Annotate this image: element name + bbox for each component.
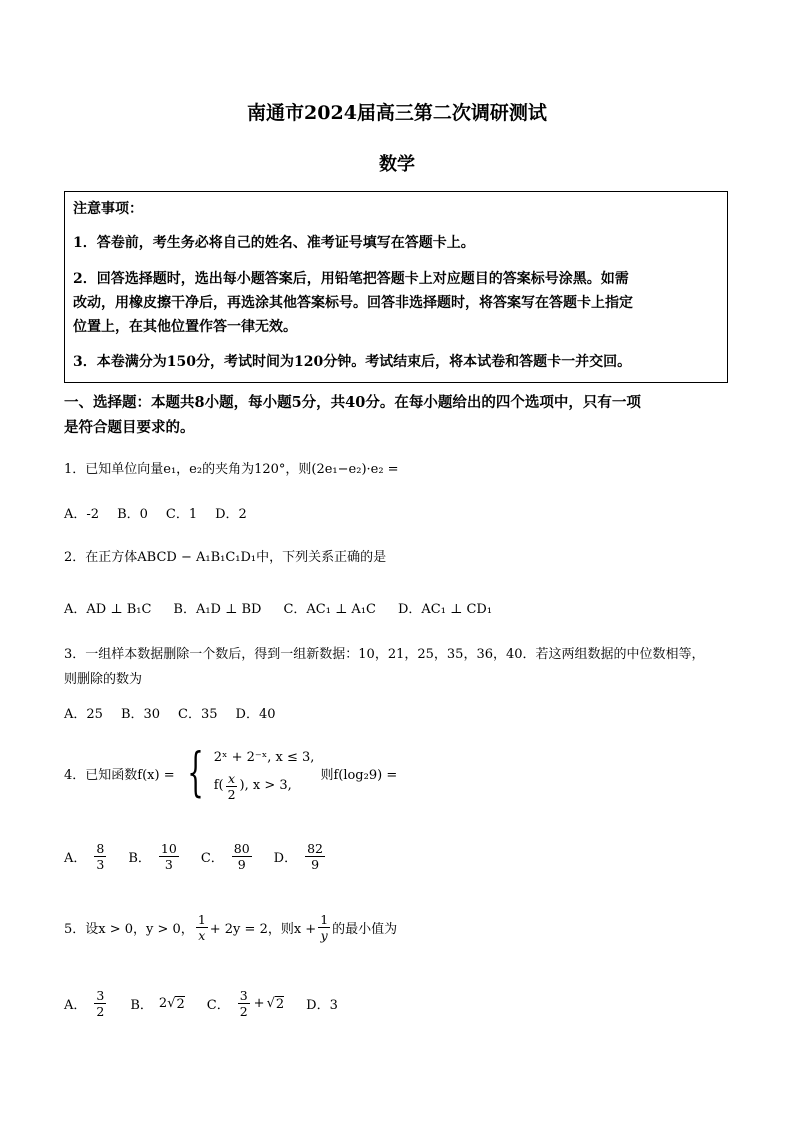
question-1-stem: 1．已知单位向量e₁，e₂的夹角为120°，则(2e₁−e₂)·e₂ = — [64, 462, 399, 477]
question-4-stem — [64, 741, 397, 805]
q4-c-den: 9 — [237, 857, 246, 872]
q5-option-c-label: C． — [206, 998, 230, 1013]
left-brace-icon: { — [186, 743, 204, 803]
q5-f1-num: 1 — [197, 912, 206, 927]
notice-heading: 注意事项： — [73, 201, 143, 217]
q5-suffix: 的最小值为 — [332, 922, 398, 937]
sqrt-icon: √ — [167, 996, 176, 1011]
q4-option-d-fraction — [305, 841, 325, 872]
section-heading-line-2: 是符合题目要求的。 — [64, 419, 195, 436]
q5-c-radicand: 2 — [275, 996, 285, 1012]
q3-option-d[interactable]: D．40 — [235, 707, 276, 722]
q5-a-num: 3 — [96, 988, 105, 1003]
q4-option-a[interactable] — [64, 841, 108, 872]
q4-option-d-label: D． — [273, 851, 298, 866]
subject-title: 数学 — [379, 154, 415, 175]
notice-item-2-line-1: 2．回答选择题时，选出每小题答案后，用铅笔把答题卡上对应题目的答案标号涂黑。如需 — [73, 271, 629, 287]
question-4-options — [64, 841, 345, 872]
q5-prefix: 5．设x > 0，y > 0， — [64, 922, 194, 937]
question-3-options — [64, 703, 294, 722]
q4-a-num: 8 — [96, 841, 105, 856]
q4-case-2-fraction — [226, 771, 238, 802]
q5-b-coefficient: 2 — [158, 996, 168, 1011]
q4-option-a-fraction — [94, 841, 106, 872]
q4-option-b[interactable] — [128, 841, 180, 872]
sqrt-icon: √ — [266, 996, 275, 1011]
q4-d-den: 9 — [311, 857, 320, 872]
q4-a-den: 3 — [96, 857, 105, 872]
q2-option-d[interactable]: D．AC₁ ⊥ CD₁ — [397, 602, 493, 617]
q4-piecewise — [214, 745, 315, 802]
q5-mid: + 2y = 2，则x + — [209, 922, 317, 937]
question-5-stem — [64, 912, 397, 943]
q5-option-c[interactable] — [207, 988, 284, 1019]
q5-fraction-2 — [318, 912, 330, 943]
q1-option-a[interactable]: A．-2 — [64, 507, 100, 522]
q4-suffix: 则f(log₂9) = — [320, 767, 398, 783]
q3-option-b[interactable]: B．30 — [120, 707, 161, 722]
q5-option-c-fraction — [238, 988, 250, 1019]
question-1-options — [64, 503, 265, 522]
q4-case-2-post: ), x > 3, — [239, 778, 292, 793]
question-3-stem-line-2: 则删除的数为 — [64, 672, 143, 687]
q2-option-b[interactable]: B．A₁D ⊥ BD — [173, 602, 262, 617]
q1-option-c[interactable]: C．1 — [165, 507, 198, 522]
q5-option-a-label: A． — [64, 998, 87, 1013]
q4-option-c[interactable] — [201, 841, 254, 872]
q5-c-plus: + — [253, 996, 265, 1011]
q5-f1-den: x — [198, 928, 206, 943]
q5-f2-den: y — [320, 928, 328, 943]
question-5-options — [64, 988, 356, 1019]
question-2-options — [64, 598, 510, 617]
q4-option-b-label: B． — [128, 851, 151, 866]
q5-a-den: 2 — [96, 1004, 105, 1019]
q5-option-a[interactable] — [64, 988, 108, 1019]
q1-option-d[interactable]: D．2 — [215, 507, 247, 522]
q4-case-2-den: 2 — [227, 786, 236, 802]
q4-b-num: 10 — [160, 841, 177, 856]
q5-option-d[interactable]: D．3 — [306, 998, 338, 1013]
q4-option-a-label: A． — [64, 851, 87, 866]
notice-box — [64, 191, 728, 383]
q4-option-c-fraction — [232, 841, 252, 872]
question-2-stem: 2．在正方体ABCD − A₁B₁C₁D₁中，下列关系正确的是 — [64, 550, 387, 565]
q3-option-a[interactable]: A．25 — [64, 707, 103, 722]
q2-option-a[interactable]: A．AD ⊥ B₁C — [64, 602, 152, 617]
q4-option-b-fraction — [159, 841, 179, 872]
notice-item-1: 1．答卷前，考生务必将自己的姓名、准考证号填写在答题卡上。 — [73, 235, 475, 251]
q4-case-1: 2ˣ + 2⁻ˣ, x ≤ 3, — [213, 749, 315, 765]
q5-c-den: 2 — [239, 1004, 248, 1019]
notice-item-2-line-3: 位置上，在其他位置作答一律无效。 — [73, 319, 297, 335]
q5-option-b[interactable] — [130, 994, 184, 1013]
q2-option-c[interactable]: C．AC₁ ⊥ A₁C — [283, 602, 376, 617]
question-3-stem-line-1: 3．一组样本数据删除一个数后，得到一组新数据：10，21，25，35，36，40．若这两组数据的中位数相等， — [64, 647, 705, 662]
q4-case-2 — [214, 771, 315, 802]
q4-option-c-label: C． — [200, 851, 224, 866]
notice-item-2-line-2: 改动，用橡皮擦干净后，再选涂其他答案标号。回答非选择题时，将答案写在答题卡上指定 — [73, 295, 633, 311]
q4-prefix: 4．已知函数f(x) = — [64, 767, 175, 783]
q4-case-2-pre: f( — [213, 778, 224, 793]
q5-c-num: 3 — [239, 988, 248, 1003]
q4-case-2-num: x — [228, 770, 236, 786]
q5-b-radicand: 2 — [176, 996, 185, 1012]
q1-option-b[interactable]: B．0 — [117, 507, 148, 522]
q4-c-num: 80 — [233, 841, 250, 856]
q4-b-den: 3 — [164, 857, 173, 872]
q5-fraction-1 — [196, 912, 208, 943]
q5-f2-num: 1 — [320, 912, 329, 927]
q5-option-a-fraction — [94, 988, 106, 1019]
exam-title: 南通市2024届高三第二次调研测试 — [247, 102, 547, 124]
q4-option-d[interactable] — [274, 841, 327, 872]
q4-d-num: 82 — [307, 841, 324, 856]
q3-option-c[interactable]: C．35 — [178, 707, 218, 722]
notice-item-3: 3．本卷满分为150分，考试时间为120分钟。考试结束后，将本试卷和答题卡一并交回。 — [73, 354, 632, 370]
section-heading-line-1: 一、选择题：本题共8小题，每小题5分，共40分。在每小题给出的四个选项中，只有一项 — [64, 394, 641, 411]
q5-option-b-label: B． — [130, 998, 153, 1013]
